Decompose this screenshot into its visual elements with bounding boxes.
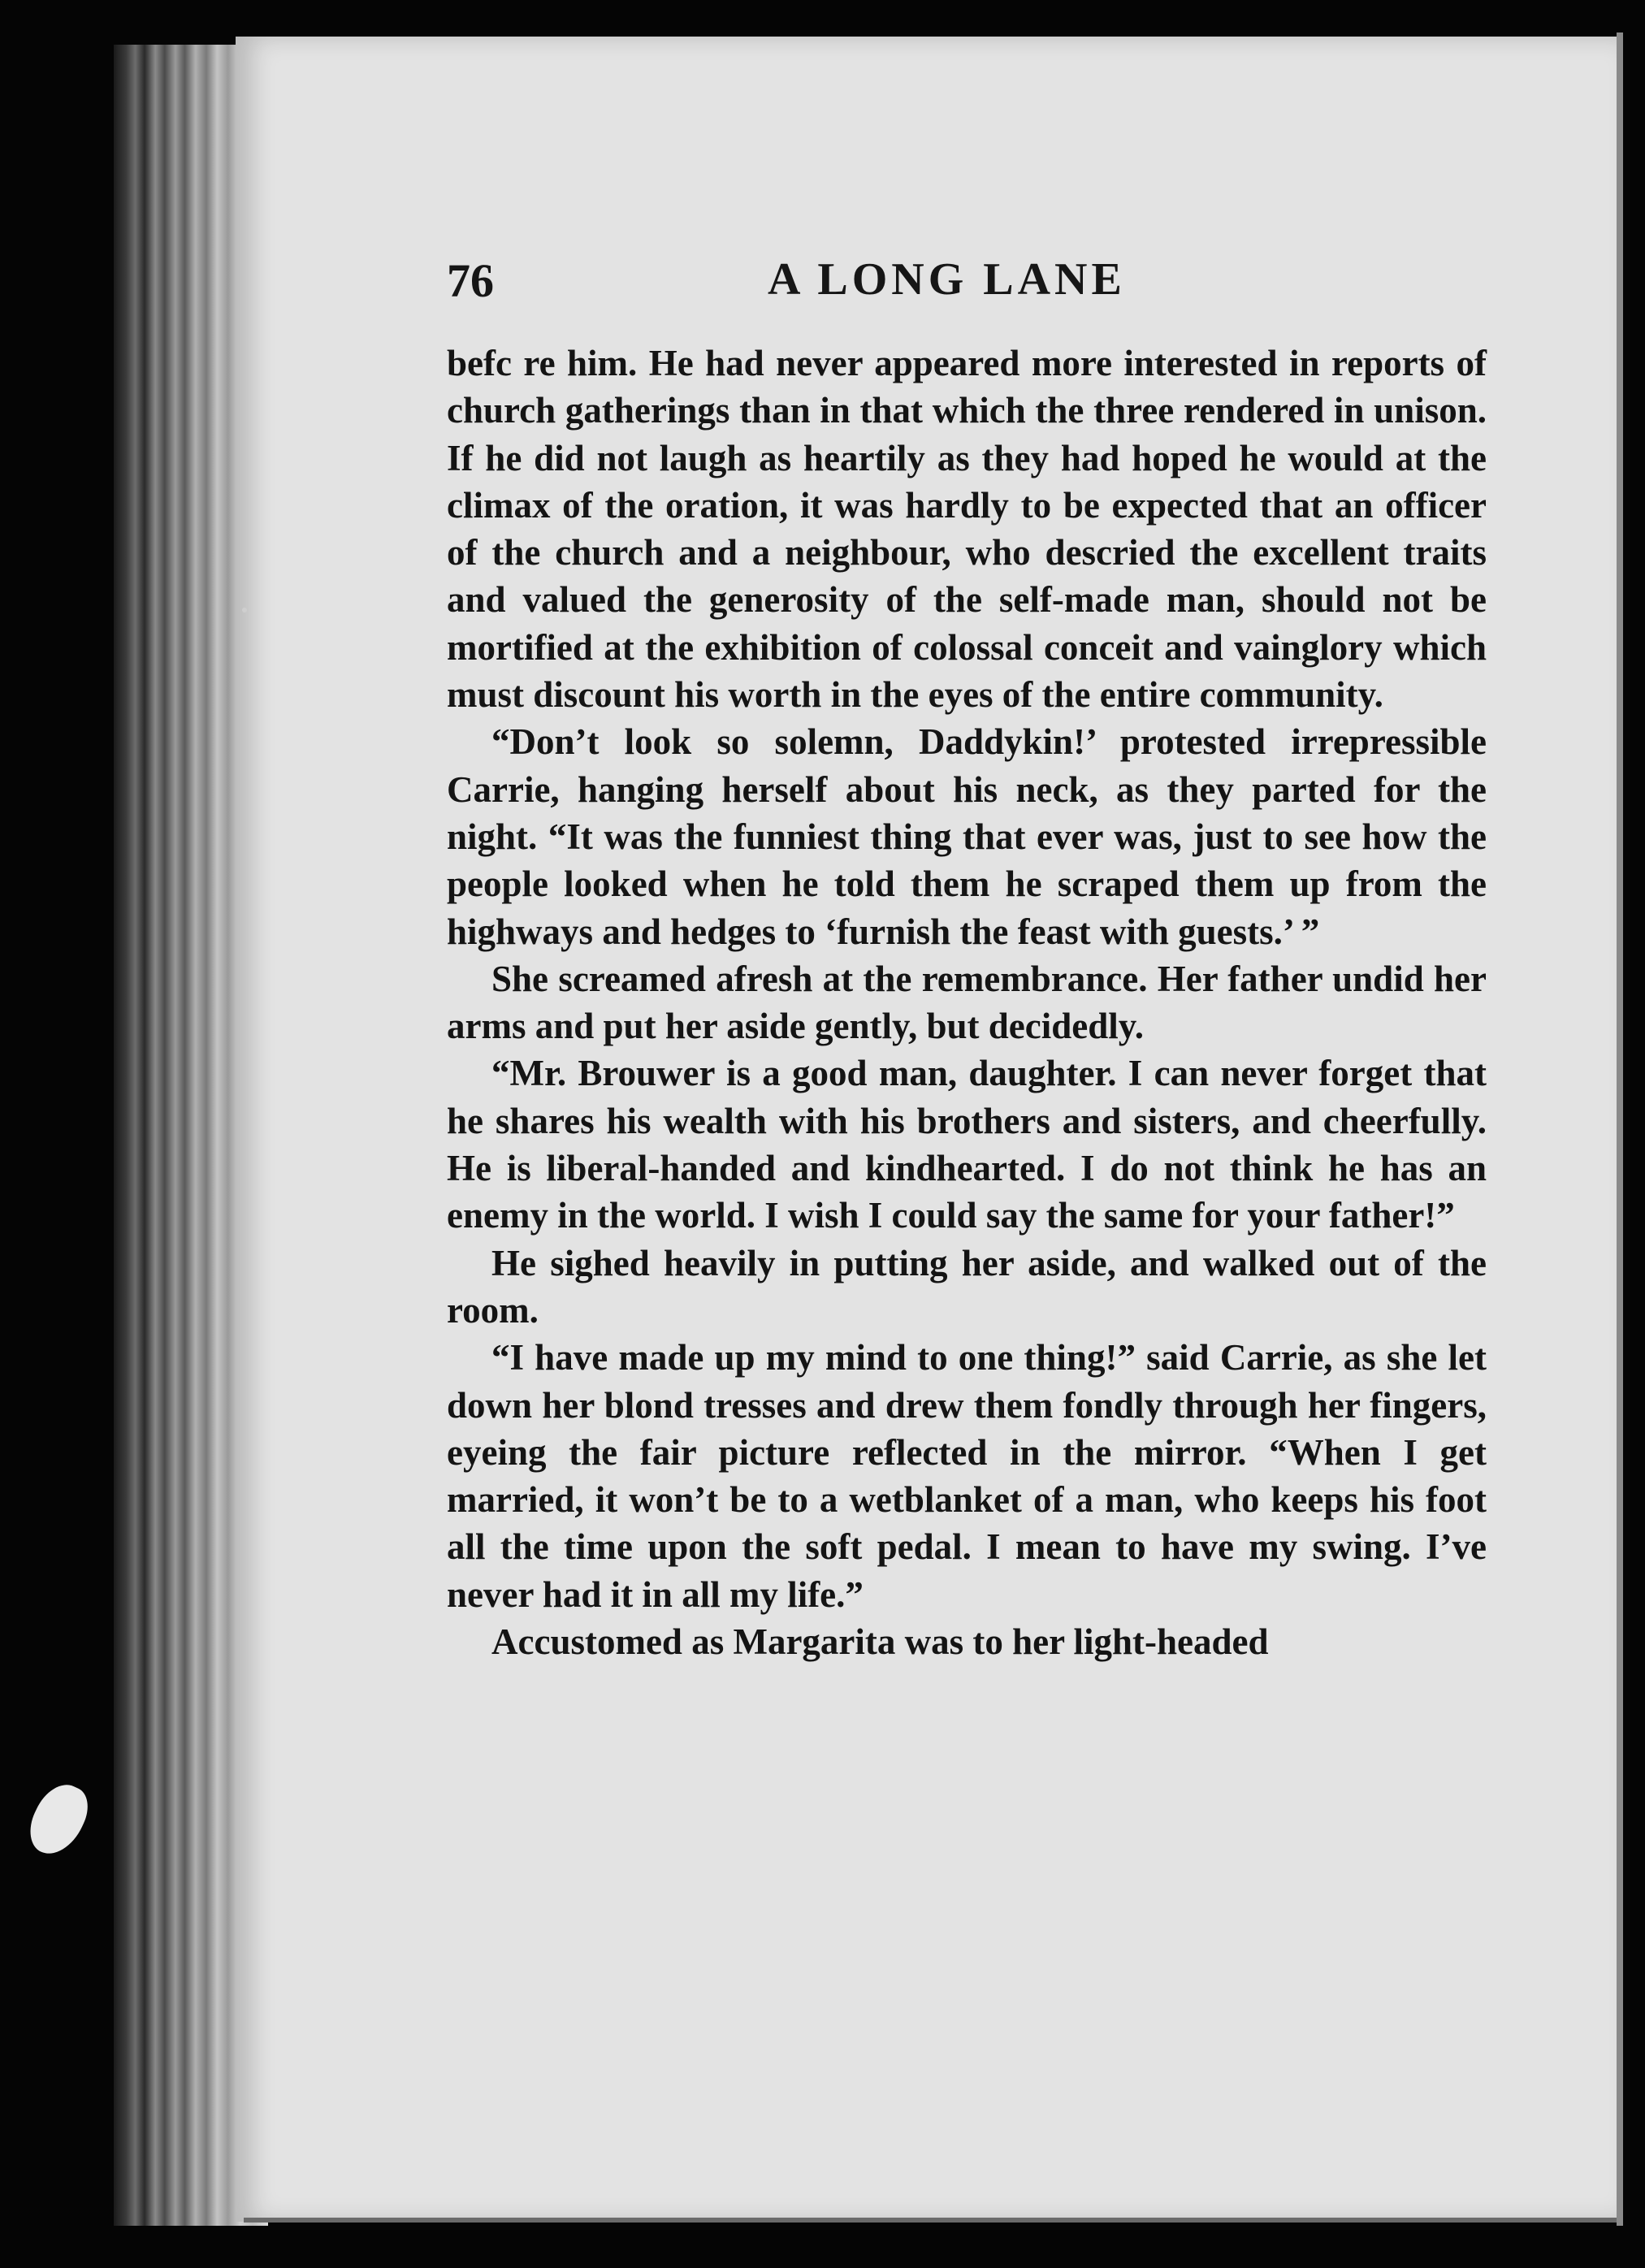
paragraph: “I have made up my mind to one thing!” said Carrie, as she let down her blond tresses and drew them fondly through her fingers, eyeing the fair picture reflected in the mirror. “When I get married, it won’t be to a wetblanket of a man, who keeps his foot all the time upon the soft pedal. I mean to have my swing. I’ve never had it in all my life.”	[447, 1337, 1487, 1615]
body-text	[447, 340, 1487, 1665]
paragraph: “Don’t look so solemn, Daddykin!’ protested irrepressible Carrie, hanging herself about his neck, as they parted for the night. “It was the funniest thing that ever was, just to see how the people looked when he told them he scraped them up from the highways and hedges to ‘furnish the feast with guests.’ ”	[447, 721, 1487, 952]
scan-dot-mark	[242, 608, 247, 612]
page-header	[447, 253, 1487, 318]
page-bottom-edge	[244, 2218, 1617, 2223]
running-head: A LONG LANE	[768, 254, 1126, 305]
page-number: 76	[447, 254, 494, 307]
paragraph: “Mr. Brouwer is a good man, daughter. I can never forget that he shares his wealth with his brothers and sisters, and cheerfully. He is liberal-handed and kindhearted. I do not think he has an enemy in the world. I wish I could say the same for your father!”	[447, 1053, 1487, 1236]
paragraph: She screamed afresh at the remembrance. Her father undid her arms and put her aside gently, but decidedly.	[447, 958, 1487, 1047]
paragraph: Accustomed as Margarita was to her light-headed	[491, 1621, 1269, 1663]
scan-thumb-mark	[21, 1777, 96, 1863]
paragraph: He sighed heavily in putting her aside, and walked out of the room.	[447, 1242, 1487, 1331]
page-right-edge	[1617, 32, 1623, 2226]
paragraph: befc re him. He had never appeared more interested in reports of church gatherings than in that which the three rendered in unison. If he did not laugh as heartily as they had hoped he would at the climax of the oration, it was hardly to be expected that an officer of the church and a neighbour, who descried the excellent traits and valued the generosity of the self-made man, should not be mortified at the exhibition of colossal conceit and vainglory which must discount his worth in the eyes of the entire community.	[447, 343, 1487, 716]
